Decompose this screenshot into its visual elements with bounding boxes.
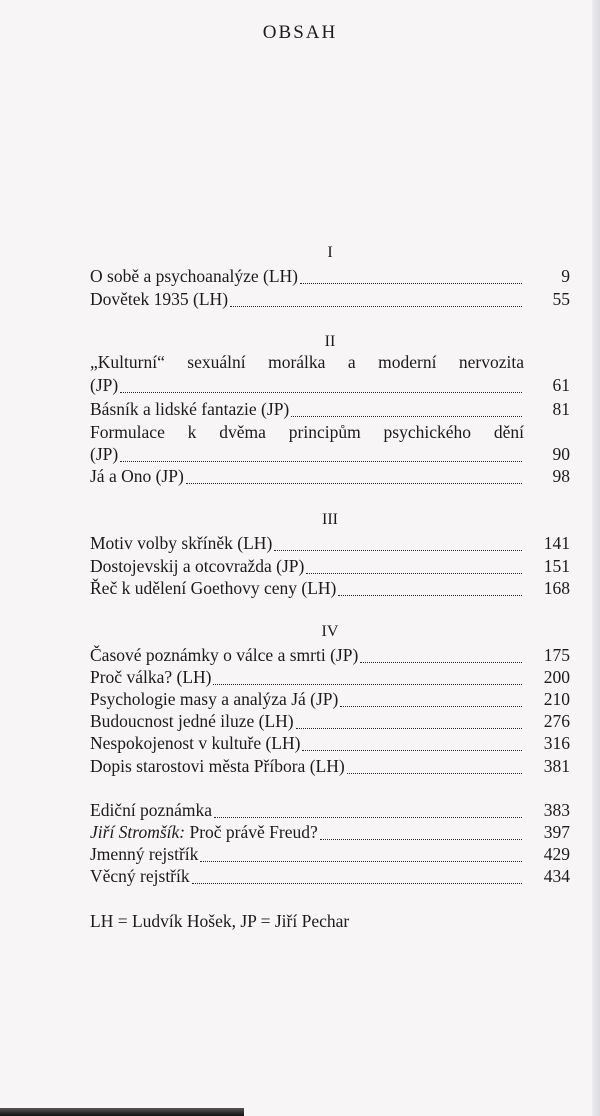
toc-entry-title: Dopis starostovi města Příbora (LH) <box>90 756 345 776</box>
leader-dots <box>120 392 522 393</box>
toc-entry-page: 9 <box>561 266 570 286</box>
toc-entry[interactable] <box>90 265 570 287</box>
toc-entry-title: Budoucnost jedné iluze (LH) <box>90 711 294 731</box>
toc-entry-title-line1: „Kulturní“ sexuální morálka a moderní nervozita <box>90 352 524 372</box>
toc-entry-title: Proč válka? (LH) <box>90 667 212 687</box>
section-numeral-4: IV <box>321 623 339 640</box>
leader-dots <box>340 706 522 707</box>
toc-entry-title: Dostojevskij a otcovražda (JP) <box>90 556 305 576</box>
toc-entry-page: 434 <box>543 866 570 886</box>
leader-dots <box>300 283 522 284</box>
toc-entry[interactable] <box>90 465 570 487</box>
toc-entry-title: (JP) <box>90 444 119 464</box>
abbreviations-note: LH = Ludvík Hošek, JP = Jiří Pechar <box>90 911 350 931</box>
toc-entry-title: Časové poznámky o válce a smrti (JP) <box>90 645 359 665</box>
toc-entry-title: Jmenný rejstřík <box>90 844 199 864</box>
toc-entry-page: 81 <box>552 399 570 419</box>
leader-dots <box>302 750 522 751</box>
toc-entry[interactable] <box>90 821 570 843</box>
toc-entry-page: 151 <box>543 556 570 576</box>
page-edge <box>592 0 600 1116</box>
toc-entry[interactable] <box>90 732 570 754</box>
leader-dots <box>296 728 522 729</box>
toc-entry[interactable] <box>90 843 570 865</box>
toc-entry[interactable] <box>90 710 570 732</box>
leader-dots <box>214 817 522 818</box>
toc-entry-title: Já a Ono (JP) <box>90 466 184 486</box>
toc-entry-page: 381 <box>543 756 570 776</box>
leader-dots <box>291 416 522 417</box>
toc-entry[interactable] <box>90 577 570 599</box>
toc-entry[interactable] <box>90 755 570 777</box>
toc-entry-title: Motiv volby skříněk (LH) <box>90 533 273 553</box>
toc-entry-page: 429 <box>543 844 570 864</box>
toc-entry-page: 61 <box>552 375 570 395</box>
toc-entry-title: Věcný rejstřík <box>90 866 190 886</box>
toc-entry[interactable] <box>90 666 570 688</box>
leader-dots <box>306 573 522 574</box>
toc-entry-page: 175 <box>543 645 570 665</box>
toc-entry-page: 383 <box>543 800 570 820</box>
section-numeral-3: III <box>322 511 338 528</box>
toc-entry[interactable] <box>90 688 570 710</box>
leader-dots <box>200 861 522 862</box>
section-numeral-1: I <box>327 244 333 261</box>
toc-entry-title: Nespokojenost v kultuře (LH) <box>90 733 301 753</box>
toc-entry-page: 141 <box>543 533 570 553</box>
leader-dots <box>186 483 522 484</box>
leader-dots <box>192 883 522 884</box>
toc-entry[interactable] <box>90 555 570 577</box>
toc-entry-page: 55 <box>552 289 570 309</box>
toc-entry-page: 210 <box>543 689 570 709</box>
toc-entry-title: Řeč k udělení Goethovy ceny (LH) <box>90 578 337 598</box>
scan-edge-strip <box>0 1108 244 1116</box>
toc-entry-title: Dovětek 1935 (LH) <box>90 289 229 309</box>
toc-entry-page: 168 <box>543 578 570 598</box>
toc-entry[interactable] <box>90 288 570 310</box>
toc-entry-title: Ediční poznámka <box>90 800 212 820</box>
toc-entry[interactable] <box>90 398 570 420</box>
leader-dots <box>347 773 522 774</box>
toc-entry-title: O sobě a psychoanalýze (LH) <box>90 266 298 286</box>
leader-dots <box>320 839 522 840</box>
leader-dots <box>230 306 522 307</box>
leader-dots <box>213 684 522 685</box>
toc-entry[interactable] <box>90 865 570 887</box>
toc-entry-title-wrap <box>90 821 318 843</box>
toc-entry-page: 397 <box>543 822 570 842</box>
leader-dots <box>120 461 522 462</box>
section-numeral-2: II <box>324 333 336 350</box>
toc-entry[interactable] <box>90 644 570 666</box>
toc-entry[interactable] <box>90 374 570 396</box>
toc-entry-title: Básník a lidské fantazie (JP) <box>90 399 290 419</box>
leader-dots <box>360 662 522 663</box>
toc-entry-title-line1: Formulace k dvěma principům psychického dění <box>90 422 524 442</box>
toc-entry-page: 200 <box>543 667 570 687</box>
toc-entry-page: 90 <box>552 444 570 464</box>
toc-entry-title: Proč právě Freud? <box>189 822 318 842</box>
toc-entry[interactable] <box>90 532 570 554</box>
toc-entry-title: Psychologie masy a analýza Já (JP) <box>90 689 339 709</box>
toc-entry[interactable] <box>90 443 570 465</box>
page-title: OBSAH <box>262 22 338 43</box>
toc-entry[interactable] <box>90 799 570 821</box>
toc-entry-page: 276 <box>543 711 570 731</box>
toc-entry-title: (JP) <box>90 375 119 395</box>
toc-entry-page: 98 <box>552 466 570 486</box>
leader-dots <box>338 595 522 596</box>
toc-entry-page: 316 <box>543 733 570 753</box>
leader-dots <box>274 550 522 551</box>
toc-entry-author: Jiří Stromšík: <box>90 822 186 842</box>
